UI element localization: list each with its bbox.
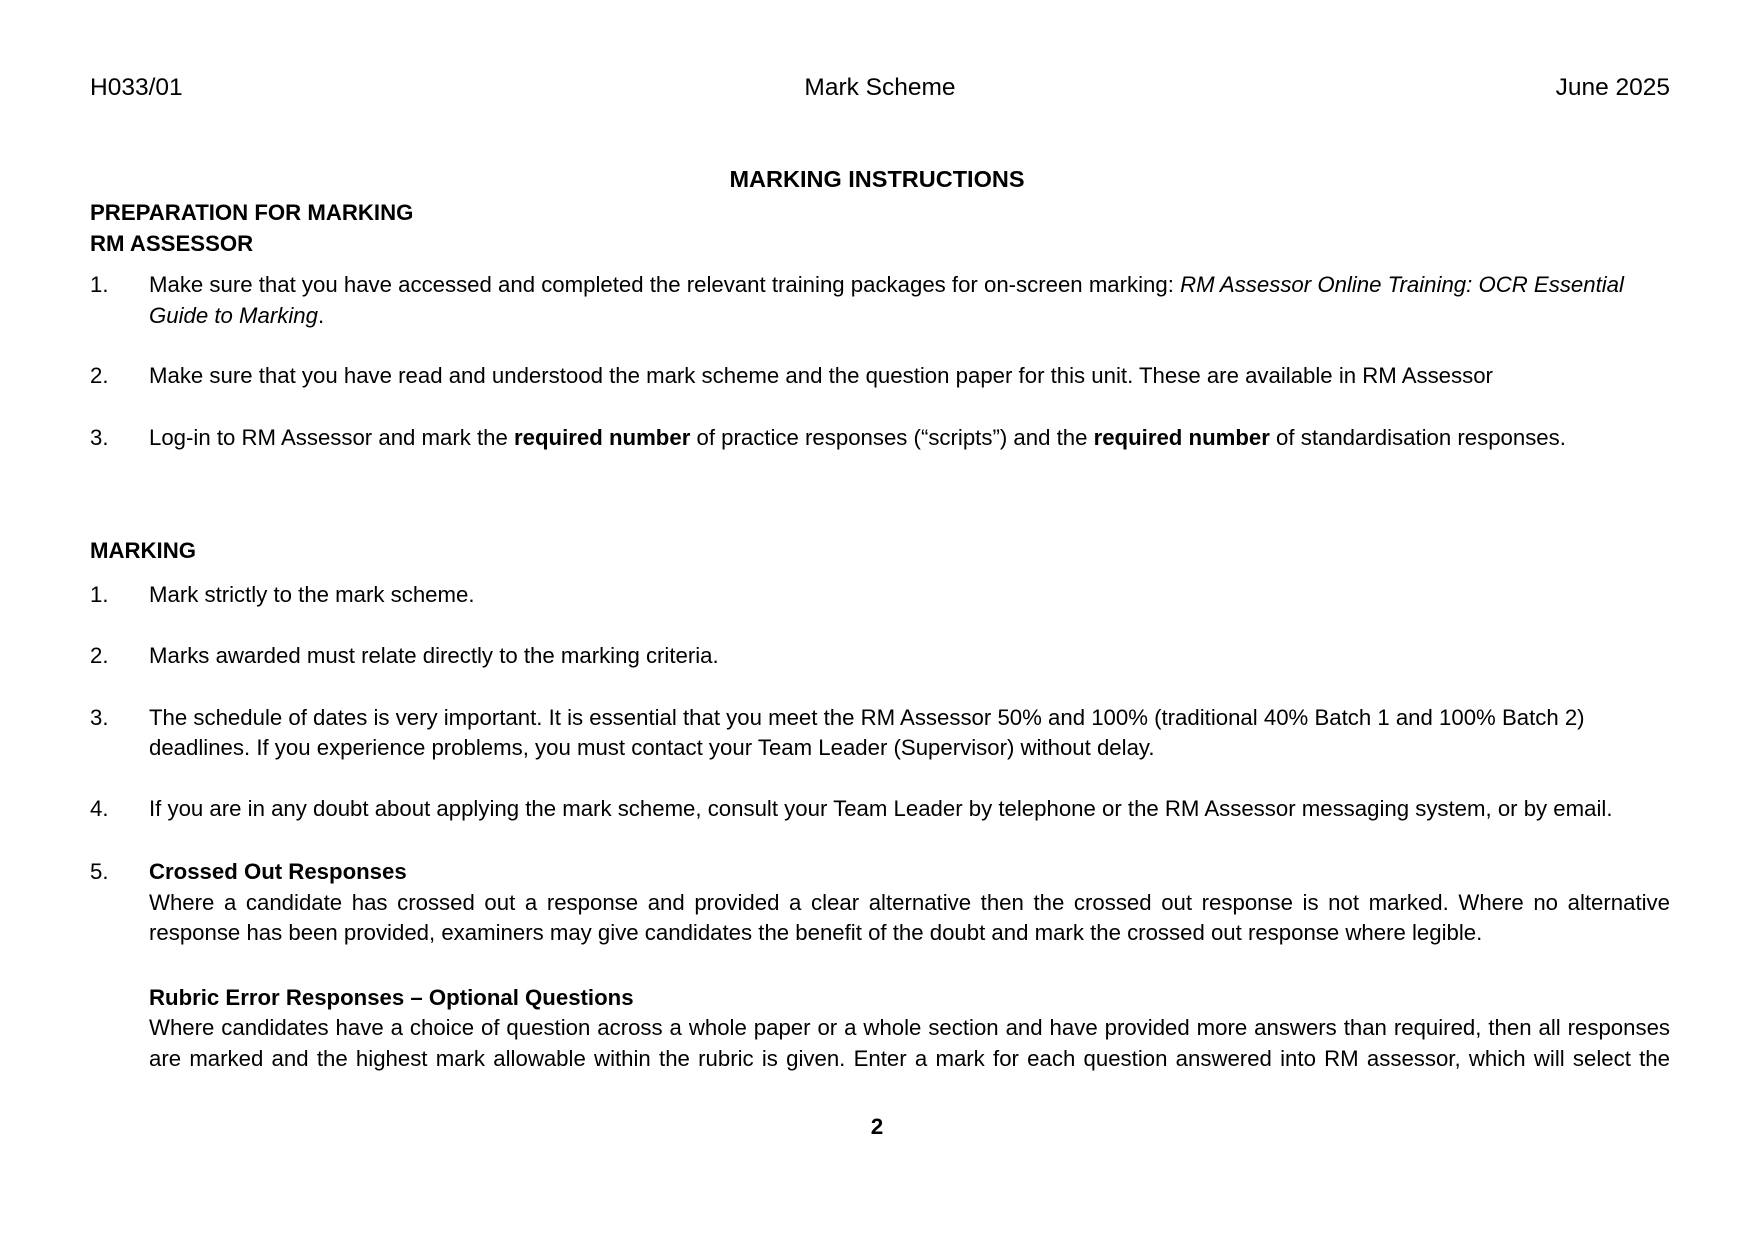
list-item: [90, 794, 1670, 825]
item-text: Log-in to RM Assessor and mark the: [149, 424, 515, 450]
marking-list: [90, 580, 1670, 949]
page-header: [90, 74, 1670, 106]
list-item: [90, 361, 1670, 392]
item-number: 1.: [90, 581, 109, 607]
rm-assessor-subheading: RM ASSESSOR: [90, 230, 254, 256]
paper-code: H033/01: [90, 74, 183, 101]
rubric-section: [90, 983, 1670, 1075]
item-text: Make sure that you have read and understood the mark scheme and the question paper for this unit. These are available in RM Assessor: [149, 363, 1493, 388]
item-number: 3.: [90, 704, 109, 730]
crossed-out-heading: Crossed Out Responses: [149, 859, 407, 884]
list-item: [90, 580, 1670, 611]
rubric-heading: Rubric Error Responses – Optional Questions: [149, 984, 634, 1010]
item-text: The schedule of dates is very important. It is essential that you meet the RM Assessor 50% and 100% (traditional 40% Batch 1 and 100% Batch 2) deadlines. If you experience problems, you must contact your Team Leader (Supervisor) without delay.: [149, 704, 1585, 760]
training-name: RM Assessor Online Training: OCR Essential Guide to Marking: [149, 272, 1624, 328]
item-number: 3.: [90, 424, 109, 450]
preparation-list: [90, 270, 1670, 453]
page-number: 2: [870, 1114, 884, 1139]
item-number: 2.: [90, 363, 109, 388]
document-type: Mark Scheme: [804, 74, 956, 101]
emphasis: required number: [1093, 424, 1270, 450]
rubric-text: Where candidates have a choice of question across a whole paper or a whole section and have provided more answers than required, then all responses are marked and the highest mark allowable within the rubric is given. Enter a mark for each question answered into RM assessor, which will select the: [149, 1015, 1670, 1071]
item-text: of standardisation responses.: [1269, 424, 1566, 450]
emphasis: required number: [514, 424, 691, 450]
list-item: [90, 703, 1670, 764]
preparation-heading: PREPARATION FOR MARKING: [90, 200, 414, 225]
item-text: Make sure that you have accessed and completed the relevant training packages for on-screen marking:: [149, 272, 1181, 297]
item-number: 5.: [90, 859, 109, 884]
item-text: Mark strictly to the mark scheme.: [149, 581, 475, 607]
list-item: [90, 857, 1670, 949]
list-item: [90, 423, 1670, 454]
item-number: 2.: [90, 643, 109, 668]
item-text: of practice responses (“scripts”) and the: [690, 424, 1094, 450]
item-number: 1.: [90, 272, 109, 297]
list-item: [90, 270, 1670, 331]
item-text: If you are in any doubt about applying the mark scheme, consult your Team Leader by telephone or the RM Assessor messaging system, or by email.: [149, 795, 1613, 821]
item-number: 4.: [90, 795, 109, 821]
crossed-out-text: Where a candidate has crossed out a response and provided a clear alternative then the crossed out response is not marked. Where no alternative response has been provided, examiners may give candidates the benefit of the doubt and mark the crossed out response where legible.: [149, 889, 1670, 945]
exam-session: June 2025: [1555, 74, 1670, 101]
item-text-end: .: [317, 302, 325, 328]
page-title: MARKING INSTRUCTIONS: [729, 166, 1025, 192]
item-text: Marks awarded must relate directly to the marking criteria.: [149, 643, 719, 668]
marking-heading: MARKING: [90, 538, 196, 563]
content-body: [90, 198, 1670, 1074]
list-item: [90, 641, 1670, 672]
